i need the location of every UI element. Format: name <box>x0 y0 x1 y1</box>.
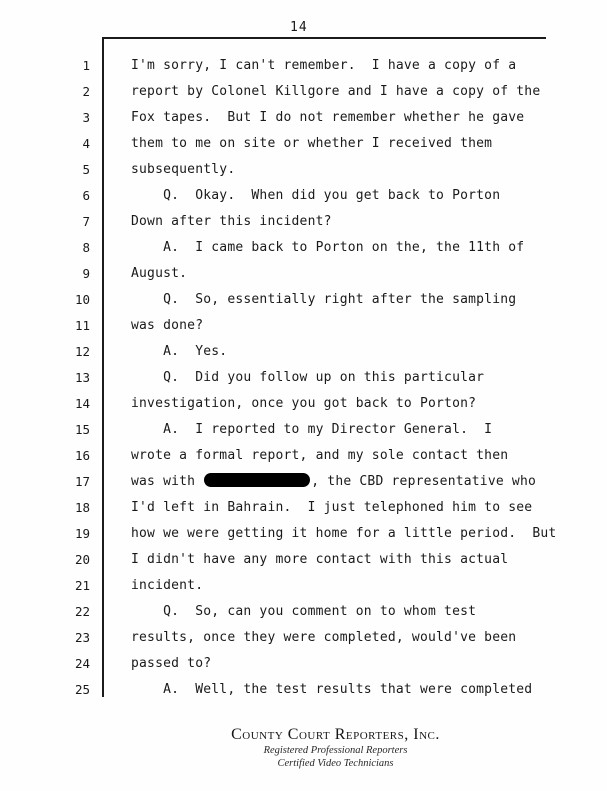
reporter-footer <box>64 726 607 770</box>
reporter-tagline-1: Registered Professional Reporters <box>263 745 408 756</box>
line-number: 23 <box>74 630 90 645</box>
line-text: them to me on site or whether I received them <box>131 136 493 151</box>
transcript-line <box>64 53 546 79</box>
transcript-line <box>64 261 546 287</box>
line-number: 14 <box>74 396 90 411</box>
transcript-line <box>64 469 546 495</box>
transcript-line <box>64 443 546 469</box>
transcript-line <box>64 79 546 105</box>
line-number: 6 <box>82 188 90 203</box>
line-text: incident. <box>131 578 204 593</box>
line-number: 15 <box>74 422 90 437</box>
line-text: investigation, once you got back to Porton? <box>131 396 477 411</box>
line-text: I didn't have any more contact with this actual <box>131 552 509 567</box>
transcript-line <box>64 599 546 625</box>
reporter-tagline-2: Certified Video Technicians <box>277 758 394 769</box>
line-number: 13 <box>74 370 90 385</box>
transcript-lines <box>64 37 557 703</box>
line-number: 24 <box>74 656 90 671</box>
transcript-line <box>64 651 546 677</box>
line-text: A. Well, the test results that were completed <box>131 682 533 697</box>
line-number: 7 <box>82 214 90 229</box>
transcript-line <box>64 573 546 599</box>
line-text: I'm sorry, I can't remember. I have a copy of a <box>131 58 517 73</box>
top-rule <box>102 37 546 39</box>
transcript-line <box>64 209 546 235</box>
line-number: 5 <box>82 162 90 177</box>
line-number: 4 <box>82 136 90 151</box>
line-text: results, once they were completed, would've been <box>131 630 517 645</box>
line-text: A. I reported to my Director General. I <box>131 422 493 437</box>
transcript-line <box>64 417 546 443</box>
line-number: 9 <box>82 266 90 281</box>
line-number: 11 <box>74 318 90 333</box>
line-text: Q. So, essentially right after the sampling <box>131 292 517 307</box>
line-number: 18 <box>74 500 90 515</box>
transcript-line <box>64 313 546 339</box>
transcript-content <box>64 37 557 703</box>
line-text: wrote a formal report, and my sole contact then <box>131 448 509 463</box>
line-number: 22 <box>74 604 90 619</box>
line-text: A. I came back to Porton on the, the 11th of <box>131 240 525 255</box>
line-number: 12 <box>74 344 90 359</box>
transcript-line <box>64 547 546 573</box>
line-number: 21 <box>74 578 90 593</box>
line-text: A. Yes. <box>131 344 228 359</box>
transcript-line <box>64 287 546 313</box>
transcript-line <box>64 105 546 131</box>
line-number: 17 <box>74 474 90 489</box>
line-number: 10 <box>74 292 90 307</box>
transcript-line <box>64 521 557 547</box>
redaction-box <box>204 473 310 487</box>
page-number: 14 <box>290 20 308 35</box>
line-text: was done? <box>131 318 204 333</box>
line-number: 25 <box>74 682 90 697</box>
transcript-line <box>64 391 546 417</box>
line-number: 2 <box>82 84 90 99</box>
line-text: I'd left in Bahrain. I just telephoned him to see <box>131 500 533 515</box>
line-text: report by Colonel Killgore and I have a copy of the <box>131 84 541 99</box>
line-number: 19 <box>74 526 90 541</box>
transcript-line <box>64 157 546 183</box>
reporter-company-name: County Court Reporters, Inc. <box>231 726 440 743</box>
line-text: August. <box>131 266 188 281</box>
line-text: Fox tapes. But I do not remember whether he gave <box>131 110 525 125</box>
left-margin-rule <box>102 37 104 697</box>
transcript-line <box>64 183 546 209</box>
transcript-line <box>64 131 546 157</box>
line-text: subsequently. <box>131 162 236 177</box>
line-text: Q. Did you follow up on this particular <box>131 370 485 385</box>
line-text: how we were getting it home for a little period. But <box>131 526 557 541</box>
line-text: Down after this incident? <box>131 214 332 229</box>
line-text: was with , the CBD representative who <box>131 474 536 489</box>
transcript-line <box>64 625 546 651</box>
line-text: Q. Okay. When did you get back to Porton <box>131 188 501 203</box>
transcript-line <box>64 495 546 521</box>
line-number: 8 <box>82 240 90 255</box>
line-number: 16 <box>74 448 90 463</box>
transcript-line <box>64 235 546 261</box>
line-number: 1 <box>82 58 90 73</box>
line-text: Q. So, can you comment on to whom test <box>131 604 477 619</box>
line-text: passed to? <box>131 656 212 671</box>
transcript-line <box>64 365 546 391</box>
transcript-line <box>64 677 546 703</box>
transcript-line <box>64 339 546 365</box>
line-number: 20 <box>74 552 90 567</box>
line-number: 3 <box>82 110 90 125</box>
